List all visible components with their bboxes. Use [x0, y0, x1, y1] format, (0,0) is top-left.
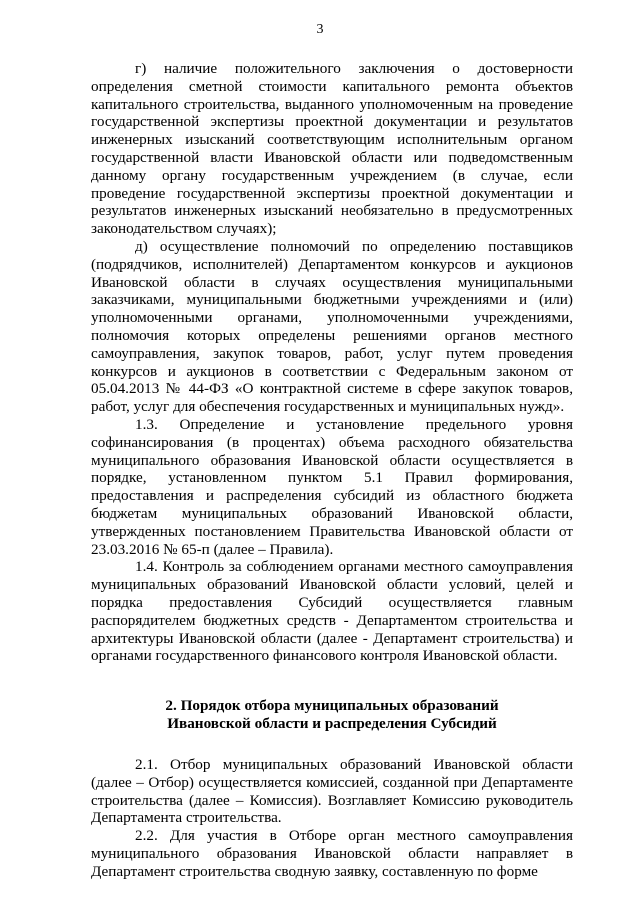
paragraph-2-2: 2.2. Для участия в Отборе орган местного самоуправления муниципального образования Ивановской области направляет в Департамент строительства сводную заявку, составленную по форме: [91, 827, 573, 880]
paragraph-item-g: г) наличие положительного заключения о достоверности определения сметной стоимости капитального ремонта объектов капитального строительства, выданного уполномоченным на проведение государственной экспертизы проектной документации и результатов инженерных изысканий соответствующим исполнительным органом государственной власти Ивановской области или подведомственным данному органу государственным учреждением (в случае, если проведение государственной экспертизы проектной документации и результатов инженерных изысканий необязательно в предусмотренных законодательством случаях);: [91, 60, 573, 238]
paragraph-1-4: 1.4. Контроль за соблюдением органами местного самоуправления муниципальных образований Ивановской области условий, целей и порядка предоставления Субсидий осуществляется главным распорядителем бюджетных средств - Департаментом строительства и архитектуры Ивановской области (далее - Департамент строительства) и органами государственного финансового контроля Ивановской области.: [91, 558, 573, 665]
paragraph-2-1: 2.1. Отбор муниципальных образований Ивановской области (далее – Отбор) осуществляется комиссией, созданной при Департаменте строительства (далее – Комиссия). Возглавляет Комиссию руководитель Департамента строительства.: [91, 756, 573, 827]
section-heading-line-1: 2. Порядок отбора муниципальных образований: [165, 697, 499, 715]
paragraph-1-3: 1.3. Определение и установление предельного уровня софинансирования (в процентах) объема расходного обязательства муниципального образования Ивановской области осуществляется в порядке, установленном пунктом 5.1 Правил формирования, предоставления и распределения субсидий из областного бюджета бюджетам муниципальных образований Ивановской области, утвержденных постановлением Правительства Ивановской области от 23.03.2016 № 65-п (далее – Правила).: [91, 415, 573, 558]
document-body: [91, 60, 573, 881]
paragraph-item-d: д) осуществление полномочий по определению поставщиков (подрядчиков, исполнителей) Департаментом конкурсов и аукционов Ивановской области в случаях осуществления муниципальными заказчиками, муниципальными бюджетными учреждениями и (или) уполномоченными органами, уполномоченными учреждениями, полномочия которых определены решениями органов местного самоуправления, закупок товаров, работ, услуг путем проведения конкурсов и аукционов в соответствии с Федеральным законом от 05.04.2013 № 44-ФЗ «О контрактной системе в сфере закупок товаров, работ, услуг для обеспечения государственных и муниципальных нужд».: [91, 237, 573, 416]
section-heading-line-2: Ивановской области и распределения Субсидий: [167, 715, 497, 733]
section-heading: [91, 697, 573, 733]
page-number: 3: [316, 22, 324, 37]
